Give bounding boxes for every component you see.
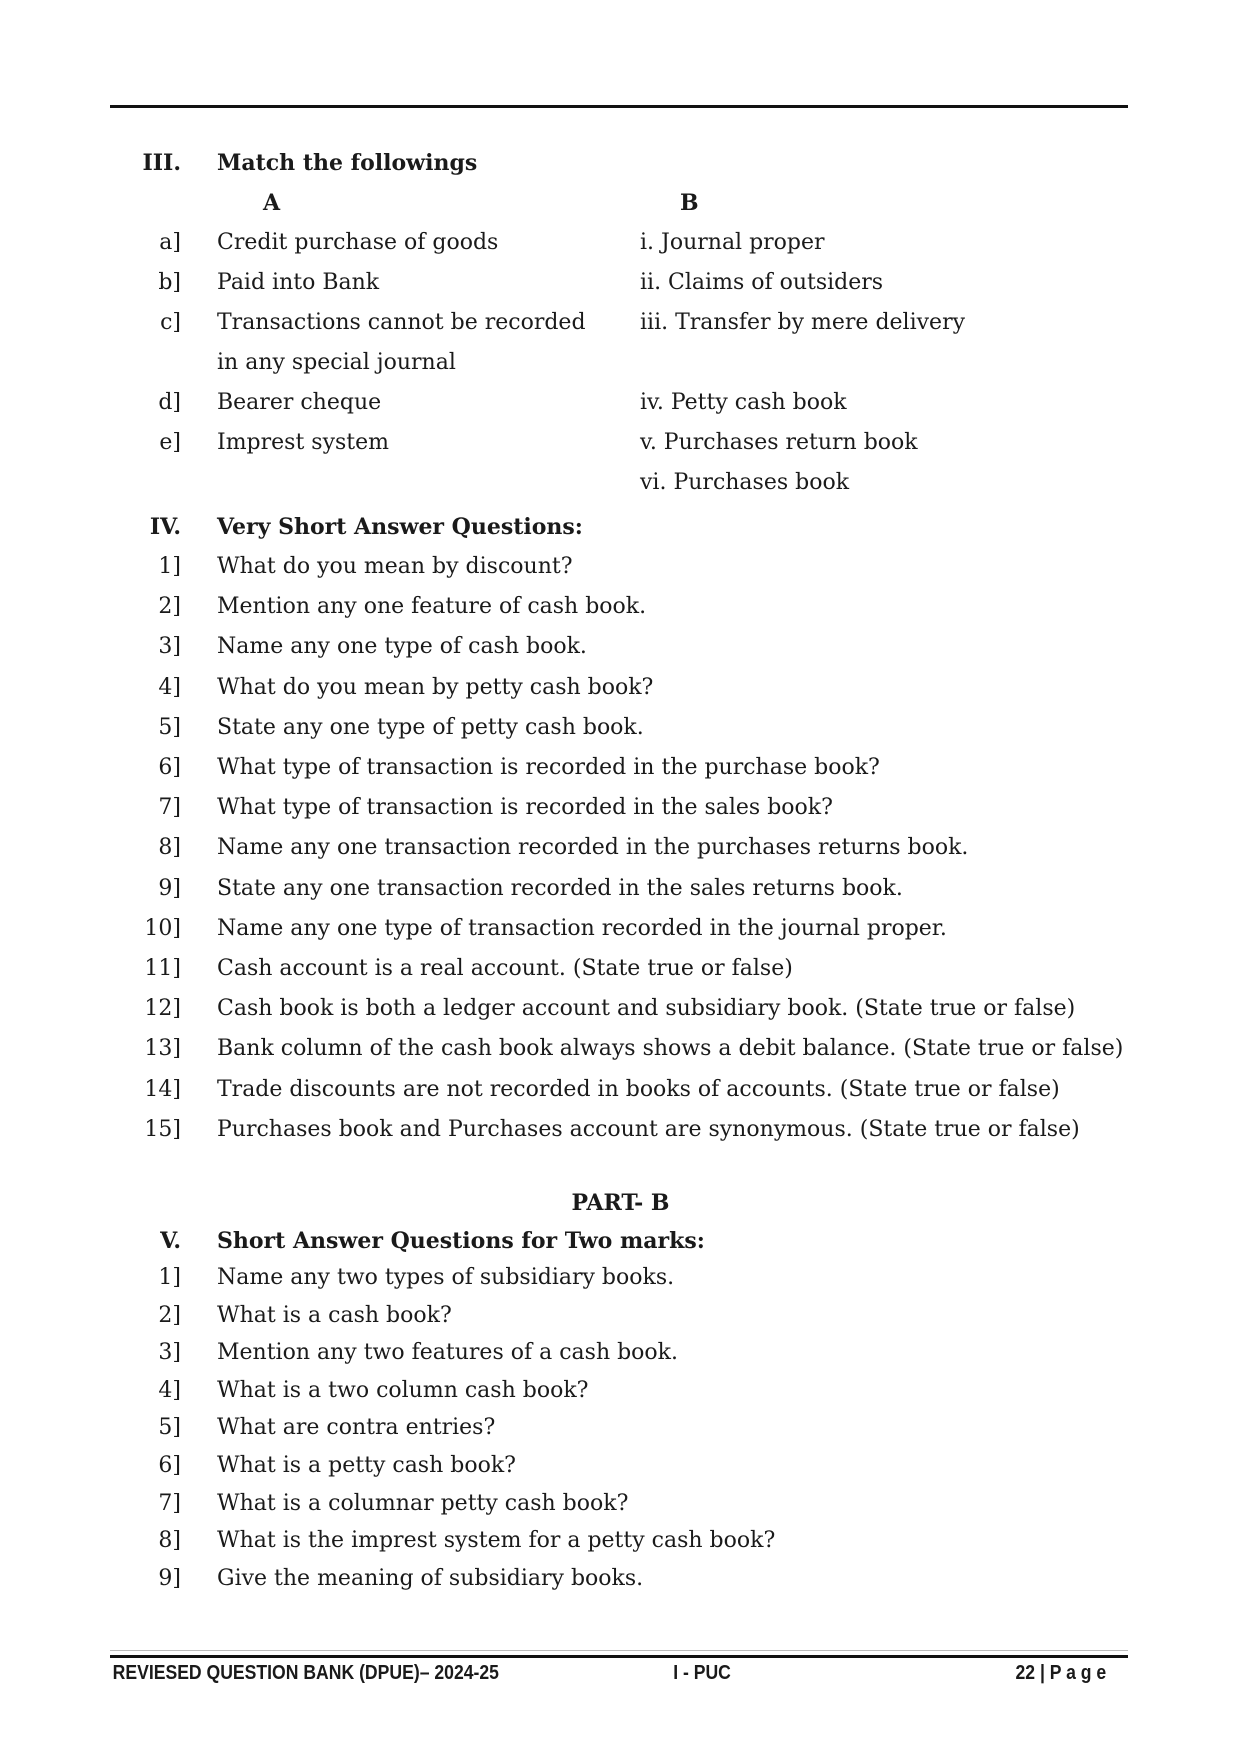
question-row [0, 869, 1241, 909]
part-b-title: PART- B [571, 1190, 670, 1216]
match-item-a: Paid into Bank [217, 270, 380, 295]
question-row [0, 1296, 1241, 1336]
question-text: What is a columnar petty cash book? [217, 1490, 629, 1516]
section-number: III. [142, 150, 181, 176]
section-number: IV. [149, 514, 181, 540]
question-text: Trade discounts are not recorded in books of accounts. (State true or false) [217, 1076, 1060, 1102]
match-item-b: ii. Claims of outsiders [640, 270, 884, 295]
question-row [0, 1110, 1241, 1150]
column-b-header: B [680, 190, 699, 216]
match-row [0, 343, 1241, 383]
match-row [0, 263, 1241, 303]
question-text: What is the imprest system for a petty cash book? [217, 1528, 776, 1554]
question-row [0, 989, 1241, 1029]
question-number: 3] [158, 1340, 181, 1366]
question-text: Mention any one feature of cash book. [217, 594, 647, 620]
match-item-a: in any special journal [217, 350, 456, 375]
question-number: 10] [144, 915, 181, 941]
question-number: 8] [158, 1528, 181, 1554]
question-text: Name any two types of subsidiary books. [217, 1265, 675, 1290]
footer-page-number: 22 | P a g e [1015, 1662, 1107, 1684]
section-title: Match the followings [217, 150, 478, 176]
section-title: Short Answer Questions for Two marks: [217, 1228, 705, 1254]
question-row [0, 1029, 1241, 1069]
question-text: What type of transaction is recorded in the purchase book? [217, 755, 880, 780]
question-number: 7] [158, 1490, 181, 1516]
question-text: Cash book is both a ledger account and subsidiary book. (State true or false) [217, 996, 1076, 1022]
header-rule [110, 105, 1128, 108]
question-text: Purchases book and Purchases account are synonymous. (State true or false) [217, 1116, 1080, 1142]
question-row [0, 748, 1241, 788]
question-number: 5] [158, 714, 181, 740]
question-row [0, 1070, 1241, 1110]
question-number: 12] [144, 996, 181, 1022]
question-row [0, 708, 1241, 748]
question-text: What do you mean by discount? [217, 554, 573, 579]
question-number: 6] [158, 755, 181, 780]
section-title: Very Short Answer Questions: [217, 514, 583, 540]
question-text: Cash account is a real account. (State true or false) [217, 956, 793, 981]
question-number: 1] [158, 1265, 181, 1290]
question-number: 14] [144, 1076, 181, 1102]
question-row [0, 1333, 1241, 1373]
part-b-heading [0, 1183, 1241, 1223]
question-number: 2] [158, 594, 181, 620]
question-row [0, 587, 1241, 627]
match-item-b: v. Purchases return book [640, 430, 918, 455]
question-number: 1] [158, 554, 181, 579]
question-row [0, 1371, 1241, 1411]
question-text: Give the meaning of subsidiary books. [217, 1565, 644, 1591]
question-row [0, 1484, 1241, 1524]
section-number: V. [160, 1228, 181, 1254]
question-number: 5] [158, 1415, 181, 1441]
match-row [0, 463, 1241, 503]
question-text: State any one type of petty cash book. [217, 714, 644, 740]
question-text: What is a two column cash book? [217, 1377, 589, 1403]
question-text: Name any one type of transaction recorded in the journal proper. [217, 915, 947, 941]
question-row [0, 949, 1241, 989]
footer-rule-thin [110, 1650, 1128, 1651]
section-iv-heading [0, 507, 1241, 547]
question-number: 4] [158, 1377, 181, 1403]
question-number: 15] [144, 1116, 181, 1142]
match-label: c] [160, 310, 181, 335]
question-text: What is a cash book? [217, 1302, 452, 1328]
match-item-b: i. Journal proper [640, 230, 825, 255]
footer-class: I - PUC [673, 1662, 731, 1684]
question-text: Name any one transaction recorded in the purchases returns book. [217, 835, 969, 861]
question-row [0, 547, 1241, 587]
question-number: 2] [158, 1302, 181, 1328]
match-label: d] [158, 390, 181, 415]
match-row [0, 223, 1241, 263]
question-text: State any one transaction recorded in the sales returns book. [217, 875, 903, 901]
footer [0, 1662, 1107, 1692]
footer-title: REVIESED QUESTION BANK (DPUE)– 2024-25 [112, 1662, 499, 1684]
question-row [0, 1559, 1241, 1599]
question-text: Name any one type of cash book. [217, 634, 587, 660]
question-text: What do you mean by petty cash book? [217, 674, 654, 700]
question-number: 9] [158, 1565, 181, 1591]
match-item-a: Transactions cannot be recorded [217, 310, 586, 335]
match-label: e] [159, 430, 181, 455]
match-label: a] [159, 230, 181, 255]
question-row [0, 1258, 1241, 1298]
match-row [0, 383, 1241, 423]
question-number: 8] [158, 835, 181, 861]
question-number: 9] [158, 875, 181, 901]
section-iii-heading [0, 143, 1241, 183]
question-row [0, 1446, 1241, 1486]
question-number: 7] [158, 795, 181, 821]
match-item-b: iii. Transfer by mere delivery [640, 310, 966, 335]
question-number: 3] [158, 634, 181, 660]
footer-rule [110, 1655, 1128, 1658]
question-number: 6] [158, 1453, 181, 1478]
match-label: b] [158, 270, 181, 295]
question-text: Mention any two features of a cash book. [217, 1340, 679, 1366]
question-text: What are contra entries? [217, 1415, 496, 1441]
question-row [0, 1521, 1241, 1561]
question-row [0, 668, 1241, 708]
question-row [0, 627, 1241, 667]
question-row [0, 909, 1241, 949]
question-row [0, 788, 1241, 828]
question-number: 4] [158, 674, 181, 700]
question-row [0, 828, 1241, 868]
match-item-a: Bearer cheque [217, 390, 382, 415]
match-row [0, 303, 1241, 343]
question-row [0, 1408, 1241, 1448]
match-column-headers [0, 183, 1241, 223]
match-item-a: Imprest system [217, 430, 390, 455]
question-text: Bank column of the cash book always shows a debit balance. (State true or false) [217, 1036, 1124, 1062]
match-item-b: vi. Purchases book [640, 470, 850, 495]
match-item-a: Credit purchase of goods [217, 230, 499, 255]
question-number: 11] [144, 956, 181, 981]
match-row [0, 423, 1241, 463]
question-text: What type of transaction is recorded in the sales book? [217, 795, 833, 821]
question-number: 13] [144, 1036, 181, 1062]
question-text: What is a petty cash book? [217, 1453, 516, 1478]
section-v-heading [0, 1221, 1241, 1261]
column-a-header: A [263, 190, 281, 216]
match-item-b: iv. Petty cash book [640, 390, 847, 415]
